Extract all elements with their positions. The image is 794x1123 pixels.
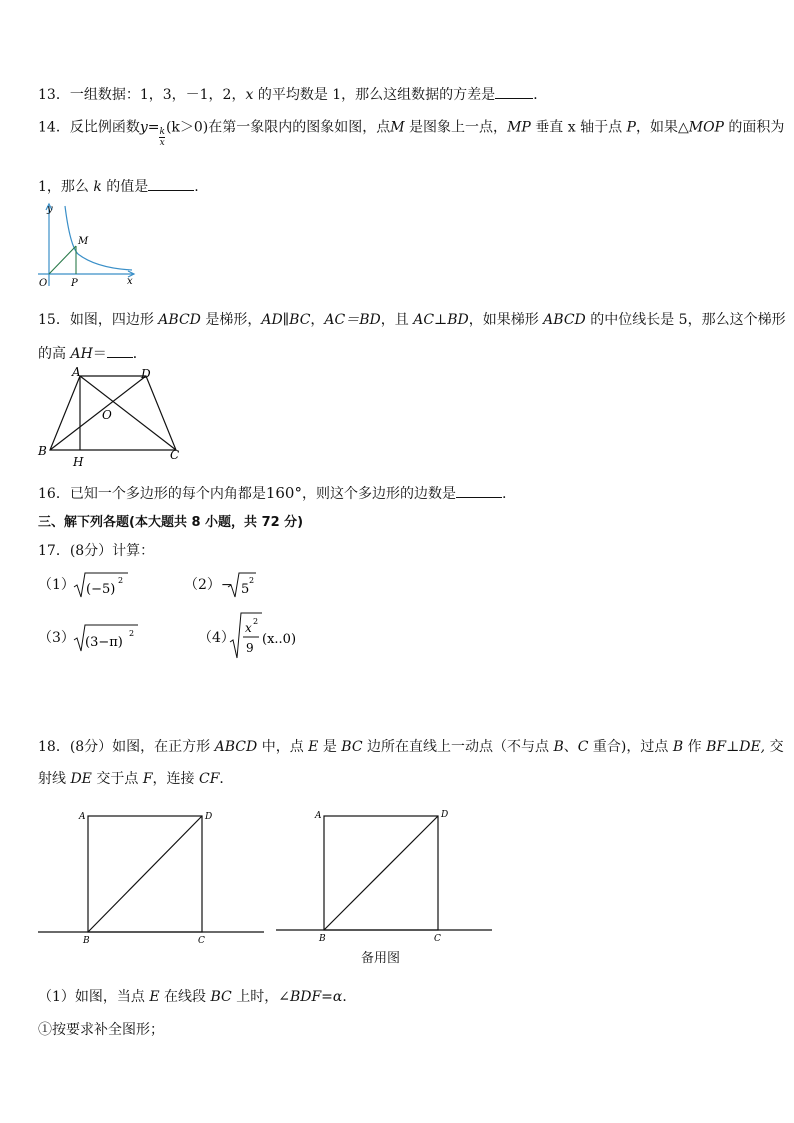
- label-b: B: [83, 936, 90, 946]
- q18-line2-a: 射线: [38, 771, 71, 787]
- label-c: C: [170, 448, 180, 462]
- q15-line2-b: ＝: [92, 346, 107, 362]
- q17-p4-expression: [228, 610, 308, 662]
- label-p: P: [71, 278, 78, 289]
- q18-text-a: 18．(8分）如图，在正方形: [38, 739, 215, 755]
- q18-f: F: [142, 771, 153, 787]
- q15-text-e: ，如果梯形: [468, 312, 544, 328]
- label-a: A: [72, 365, 81, 379]
- q15-ad-bc: AD∥BC: [261, 312, 311, 328]
- label-c: C: [198, 936, 205, 946]
- q13-number: 13．: [38, 87, 70, 103]
- answer-blank[interactable]: [107, 343, 133, 358]
- q18-c: C: [577, 739, 589, 755]
- q17-p2-inner: 5: [241, 582, 250, 597]
- q14-end: .: [194, 179, 199, 195]
- q13-var: x: [245, 87, 254, 103]
- answer-blank[interactable]: [456, 483, 502, 498]
- q14-mop: MOP: [688, 119, 724, 136]
- diagonal-bd: [324, 816, 438, 930]
- q17-p2-sign: −: [220, 577, 233, 593]
- question-13: [38, 84, 547, 104]
- q17-p2-label: （2）: [184, 577, 221, 593]
- section-title: 三、解下列各题(本大题共 8 小题，共 72 分): [38, 515, 304, 530]
- q17-p4-label: （4）: [198, 630, 235, 646]
- q18-step1-text: ①按要求补全图形；: [38, 1022, 164, 1038]
- q18-text-e: 、: [563, 739, 578, 755]
- q18-text-g: 作: [683, 739, 707, 755]
- answer-blank[interactable]: [148, 176, 194, 191]
- q17-p1-label: （1）: [38, 577, 75, 593]
- q15-perp: AC⊥BD: [413, 312, 469, 328]
- q18-sub1-angle: ∠BDF=α: [278, 989, 343, 1005]
- q14-p: P: [626, 119, 636, 136]
- q18-line2-b: 交于点: [91, 771, 143, 787]
- q14-text-b: 在第一象限内的图象如图，点: [208, 119, 391, 136]
- q18-sub-1: [38, 988, 356, 1006]
- q18-text-f: 重合)，过点: [588, 739, 673, 755]
- q15-abcd: ABCD: [158, 312, 201, 328]
- label-d: D: [205, 812, 213, 822]
- q16-number: 16．: [38, 486, 70, 502]
- q15-abcd-2: ABCD: [543, 312, 586, 328]
- q17-part-1: [38, 576, 75, 594]
- q14-mp: MP: [507, 119, 531, 136]
- q13-text: 一组数据：1，3，－1，2，: [69, 87, 246, 103]
- q16-angle: 160°: [265, 484, 302, 502]
- question-16: [38, 483, 506, 503]
- q14-fraction: [159, 127, 164, 148]
- q17-p1-expression: [72, 570, 132, 600]
- q17-p4-den: 9: [246, 641, 254, 655]
- segment-om: [49, 246, 76, 274]
- figure-14-hyperbola: [34, 198, 144, 292]
- q17-p1-exp: 2: [118, 576, 124, 585]
- q18-text-h: 交: [765, 739, 784, 755]
- q18-text-b: 中，点: [257, 739, 309, 755]
- q18-sub1-b: 在线段: [159, 989, 211, 1005]
- label-a: A: [315, 811, 322, 821]
- q16-text-b: ，则这个多边形的边数是: [301, 486, 456, 502]
- q17-p2-exp: 2: [249, 576, 255, 585]
- q15-ah: AH: [70, 346, 93, 362]
- q14-text-e: ，如果△: [635, 119, 689, 136]
- q14-text-c: 是图象上一点，: [404, 119, 508, 136]
- question-15: [38, 311, 786, 329]
- q18-sub1-c: 上时，: [231, 989, 279, 1005]
- q15-ac-bd: AC＝BD: [324, 312, 381, 328]
- q13-text-b: 的平均数是 1，那么这组数据的方差是: [253, 87, 496, 103]
- label-o: O: [102, 408, 112, 422]
- question-15-line2: [38, 343, 147, 363]
- q15-text-c: ，: [310, 312, 325, 328]
- question-17: [38, 542, 154, 560]
- q14-k: k: [93, 179, 102, 195]
- q15-text: 如图，四边形: [69, 312, 159, 328]
- label-d: D: [141, 367, 151, 381]
- figure-18-backup: [274, 804, 496, 944]
- q15-line2-a: 的高: [38, 346, 71, 362]
- q18-step-1: [38, 1021, 164, 1039]
- q14-m: M: [390, 119, 405, 136]
- figure-15-trapezoid: [34, 362, 194, 470]
- label-y: y: [47, 204, 53, 215]
- label-c: C: [434, 934, 441, 944]
- q14-text-f: 的面积为: [723, 119, 785, 136]
- hyperbola-curve: [65, 206, 132, 270]
- question-18-line2: [38, 770, 233, 788]
- q18-abcd: ABCD: [214, 739, 258, 755]
- q17-p4-cond: (x..0): [262, 632, 297, 647]
- q17-p4-num-exp: 2: [253, 617, 259, 626]
- q18-bc: BC: [341, 739, 363, 755]
- diagonal-bd: [88, 816, 202, 932]
- q15-text-f: 的中位线长是 5，那么这个梯形: [585, 312, 786, 328]
- q17-p3-expression: [72, 622, 142, 654]
- q14-text-d: 垂直 x 轴于点: [530, 119, 627, 136]
- q18-sub1-e: E: [149, 989, 160, 1005]
- q17-p3-inner: (3−π): [85, 635, 123, 650]
- q17-p4-num: x: [245, 621, 252, 635]
- q18-e: E: [308, 739, 319, 755]
- q14-condition: (k＞0): [165, 119, 209, 136]
- q18-cf: CF: [198, 771, 220, 787]
- q16-text: 已知一个多边形的每个内角都是: [69, 486, 266, 502]
- label-h: H: [73, 455, 84, 469]
- q17-p2-expression: [226, 570, 260, 600]
- q18-line2-c: ，连接: [152, 771, 199, 787]
- label-x: x: [127, 276, 133, 287]
- trapezoid-abcd: [50, 376, 176, 450]
- label-m: M: [78, 236, 89, 247]
- q14-line2-b: 的值是: [101, 179, 149, 195]
- q18-sub1-bc: BC: [210, 989, 232, 1005]
- q18-b: B: [553, 739, 564, 755]
- q18-text-c: 是: [318, 739, 342, 755]
- q18-line2-d: ．: [219, 771, 234, 787]
- q17-part-3: [38, 629, 75, 647]
- q18-sub1-a: （1）如图，当点: [38, 989, 150, 1005]
- q18-text-d: 边所在直线上一动点（不与点: [362, 739, 554, 755]
- section-heading: [38, 514, 303, 532]
- caption-text: 备用图: [361, 951, 401, 966]
- answer-blank[interactable]: [495, 84, 533, 99]
- q15-text-b: 是梯形，: [200, 312, 262, 328]
- label-d: D: [441, 810, 449, 820]
- question-18: [38, 738, 784, 756]
- q16-end: .: [501, 486, 507, 502]
- backup-figure-caption: [361, 950, 400, 968]
- label-a: A: [79, 812, 86, 822]
- q18-de: DE: [70, 771, 92, 787]
- question-14: [38, 117, 785, 148]
- q17-p1-inner: (−5): [86, 582, 116, 597]
- q15-end: ．: [132, 346, 147, 362]
- figure-18-main: [36, 806, 268, 946]
- frac-denominator: x: [159, 138, 165, 148]
- q14-func: y=: [139, 119, 160, 136]
- q18-sub1-d: ．: [342, 989, 357, 1005]
- label-b: B: [319, 934, 326, 944]
- q18-bf-perp-de: BF⊥DE,: [706, 739, 766, 755]
- q14-number: 14．: [38, 119, 70, 136]
- frac-numerator: k: [159, 127, 165, 137]
- q17-p3-label: （3）: [38, 630, 75, 646]
- q18-b2: B: [672, 739, 684, 755]
- q15-number: 15．: [38, 312, 70, 328]
- q17-p3-exp: 2: [129, 629, 135, 638]
- question-14-line2: [38, 176, 199, 196]
- label-b: B: [38, 444, 47, 458]
- label-o: O: [39, 278, 48, 289]
- q14-line2-a: 1，那么: [38, 179, 94, 195]
- q17-header: 17．(8分）计算：: [38, 543, 155, 559]
- q15-text-d: ，且: [380, 312, 414, 328]
- q14-text: 反比例函数: [69, 119, 140, 136]
- q13-end: ．: [533, 87, 548, 103]
